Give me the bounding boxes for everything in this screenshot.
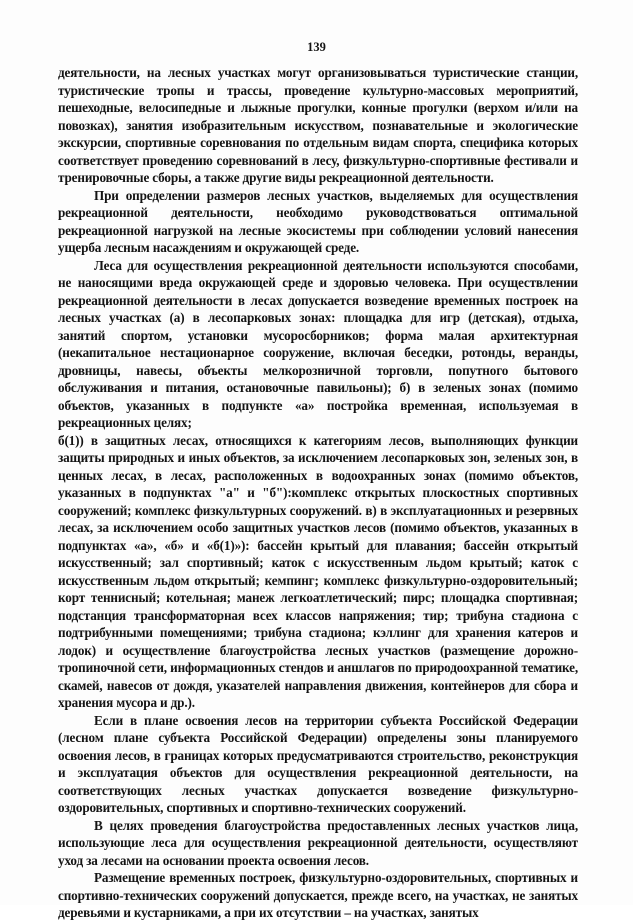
body-text	[58, 64, 578, 922]
paragraph-continued: деятельности, на лесных участках могут организовываться туристические станции, туристические тропы и трассы, проведение культурно-массовых мероприятий, пешеходные, велосипедные и лыжные прогулки, конные прогулки (верхом и/или на повозках), занятия изобразительным искусством, познавательные и экологические экскурсии, спортивные соревнования по отдельным видам спорта, специфика которых соответствует проведению соревнований в лесу, физкультурно-спортивные фестивали и тренировочные сборы, а также другие виды рекреационной деятельности.	[58, 65, 578, 185]
page-number: 139	[307, 40, 326, 54]
paragraph-forest-use: Леса для осуществления рекреационной деятельности используются способами, не наносящими вреда окружающей среде и здоровью человека. При осуществлении рекреационной деятельности в лесах допускается возведение временных построек на лесных участках (а) в лесопарковых зонах: площадка для игр (детская), отдыха, занятий спортом, установки мусоросборников; форма малая архитектурная (некапитальное нестационарное сооружение, включая беседки, ротонды, веранды, дровницы, навесы, объекты мелкорозничной торговли, попутного бытового обслуживания и питания, остановочные павильоны); б) в зеленых зонах (помимо объектов, указанных в подпункте «а» постройка временная, используемая в рекреационных целях;	[58, 257, 578, 430]
paragraph-development-plan: Если в плане освоения лесов на территории субъекта Российской Федерации (лесном плане субъекта Российской Федерации) определены зоны планируемого освоения лесов, в границах которых предусматриваются строительство, реконструкция и эксплуатация объектов для осуществления рекреационной деятельности, на соответствующих лесных участках допускается возведение физкультурно-оздоровительных, спортивных и спортивно-технических сооружений.	[58, 712, 578, 815]
paragraph-placement: Размещение временных построек, физкультурно-оздоровительных, спортивных и спортивно-технических сооружений допускается, прежде всего, на участках, не занятых деревьями и кустарниками, а при их отсутствии – на участках, занятых	[58, 870, 578, 920]
paragraph-plot-sizes: При определении размеров лесных участков, выделяемых для осуществления рекреационной деятельности, необходимо руководствоваться оптимальной рекреационной нагрузкой на лесные экосистемы при соблюдении условий нанесения ущерба лесным насаждениям и окружающей среде.	[58, 187, 578, 255]
paragraph-landscaping: В целях проведения благоустройства предоставленных лесных участков лица, использующие леса для осуществления рекреационной деятельности, осуществляют уход за лесами на основании проекта освоения лесов.	[58, 817, 578, 868]
paragraph-protective-forests: б(1)) в защитных лесах, относящихся к категориям лесов, выполняющих функции защиты природных и иных объектов, за исключением лесопарковых зон, зеленых зон, в ценных лесах, в лесах, расположенных в водоохранных зонах (помимо объектов, указанных в подпунктах "а" и "б"):комплекс открытых плоскостных спортивных сооружений; комплекс физкультурных сооружений. в) в эксплуатационных и резервных лесах, за исключением особо защитных участков лесов (помимо объектов, указанных в подпунктах «а», «б» и «б(1)»): бассейн крытый для плавания; бассейн открытый искусственный; зал спортивный; каток с искусственным льдом крытый; каток с искусственным льдом открытый; кемпинг; комплекс физкультурно-оздоровительный; корт теннисный; котельная; манеж легкоатлетический; пирс; площадка спортивная; подстанция трансформаторная всех классов напряжения; тир; трибуна стадиона с подтрибунными помещениями; трибуна стадиона; кэллинг для хранения катеров и лодок) и осуществление благоустройства лесных участков (размещение дорожно-тропиночной сети, информационных стендов и аншлагов по природоохранной тематике, скамей, навесов от дождя, указателей направления движения, контейнеров для сбора и хранения мусора и др.).	[58, 432, 578, 710]
